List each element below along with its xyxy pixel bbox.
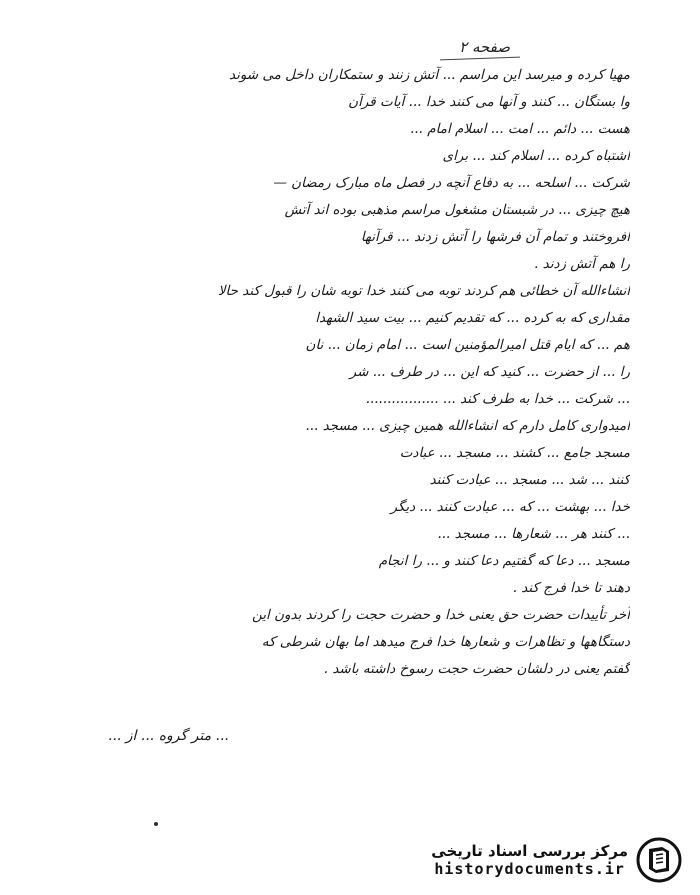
watermark — [431, 837, 682, 883]
text-line: دستگاهها و تظاهرات و شعارها خدا فرج میدهد اما بهان شرطی که — [261, 634, 630, 650]
text-line: ... کنند هر ... شعارها ... مسجد ... — [437, 526, 630, 542]
document-archive-logo-icon — [636, 837, 682, 883]
text-line: مهیا کرده و میرسد این مراسم ... آتش زنند و ستمکاران داخل می شوند — [228, 67, 630, 83]
text-line: هست ... دائم ... امت ... اسلام امام ... — [410, 121, 630, 137]
page-number-underline — [440, 57, 520, 61]
text-line: هیچ چیزی ... در شبستان مشغول مراسم مذهبی بوده اند آتش — [284, 202, 630, 218]
text-line: گفتم یعنی در دلشان حضرت حجت رسوخ داشته باشد . — [323, 661, 630, 677]
text-line: امیدواری کامل دارم که انشاءالله همین چیزی ... مسجد ... — [305, 418, 630, 434]
text-line: دهند تا خدا فرج کند . — [512, 580, 630, 596]
text-line: وا بستگان ... کنند و آنها می کنند خدا ... آیات قرآن — [348, 94, 630, 110]
text-line: مسجد جامع ... کشند ... مسجد ... عبادت — [399, 445, 630, 461]
stray-ink-mark — [154, 822, 158, 826]
text-line: ... شرکت ... خدا به طرف کند ... ................. — [365, 391, 630, 407]
text-line: مقداری که به کرده ... که تقدیم کنیم ... بیت سید الشهدا — [315, 310, 630, 326]
watermark-text — [431, 842, 628, 878]
text-line: را هم آتش زدند . — [534, 256, 630, 272]
text-line: انشاءالله آن خطائی هم کردند توبه می کنند خدا توبه شان را قبول کند حالا — [217, 283, 630, 299]
text-line: را ... از حضرت ... کنید که این ... در طرف ... شر — [349, 364, 630, 380]
text-line: مسجد ... دعا که گفتیم دعا کنند و ... را انجام — [378, 553, 630, 569]
text-line: کنند ... شد ... مسجد ... عبادت کنند — [429, 472, 630, 488]
text-line: خدا ... بهشت ... که ... عبادت کنند ... دیگر — [390, 499, 630, 515]
handwritten-body — [70, 62, 630, 683]
page-number: صفحه ۲ — [459, 38, 510, 56]
text-line: اشتباه کرده ... اسلام کند ... برای — [442, 148, 630, 164]
text-line: شرکت ... اسلحه ... به دفاع آنچه در فصل ماه مبارک رمضان — — [273, 175, 630, 191]
watermark-url: historydocuments.ir — [434, 860, 625, 878]
text-line: هم ... که ایام قتل امیرالمؤمنین است ... امام زمان ... نان — [305, 337, 630, 353]
signature-line: ... متر گروه ... از ... — [108, 728, 229, 744]
text-line: افروختند و تمام آن فرشها را آتش زدند ... قرآنها — [360, 229, 630, 245]
watermark-title: مرکز بررسی اسناد تاریخی — [431, 842, 628, 860]
text-line: آخر تأییدات حضرت حق یعنی خدا و حضرت حجت را کردند بدون این — [252, 607, 630, 623]
